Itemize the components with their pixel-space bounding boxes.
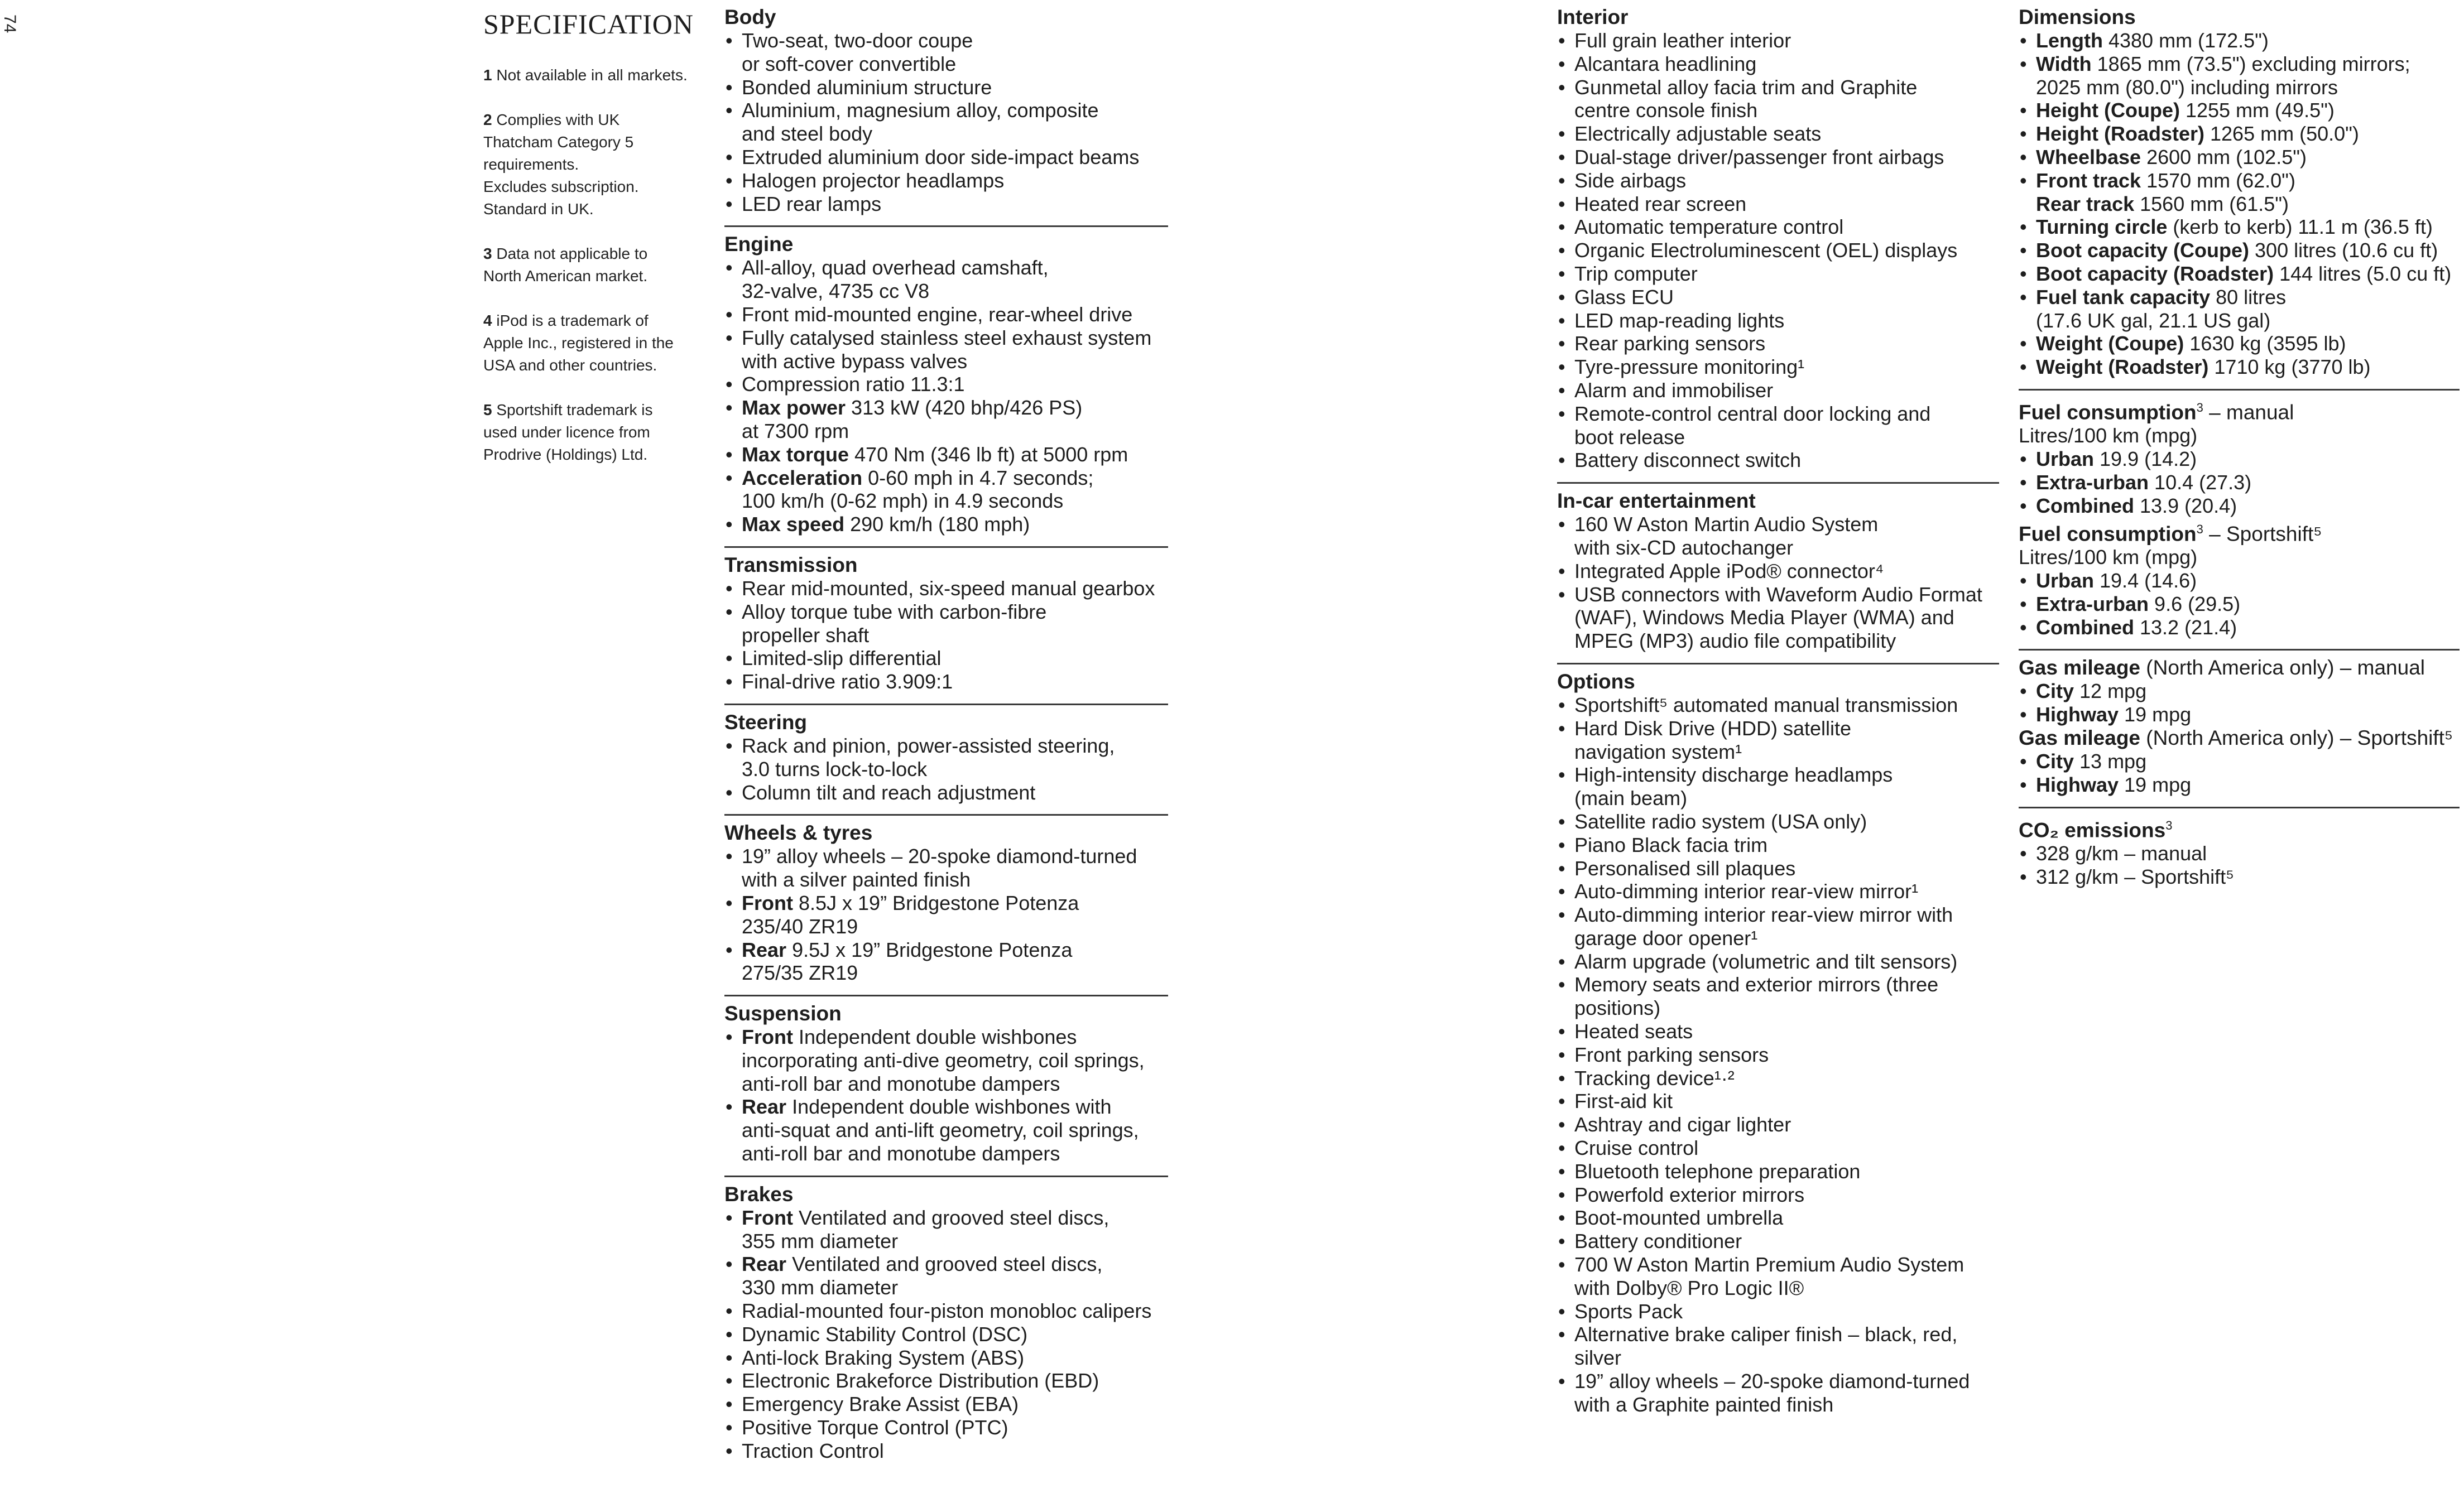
section-title: Brakes bbox=[724, 1182, 794, 1206]
fuel-manual-list bbox=[2019, 447, 2460, 517]
spec-item: • Sports Pack bbox=[1557, 1300, 1999, 1323]
emissions-section bbox=[2019, 807, 2460, 889]
section-title: Dimensions bbox=[2019, 6, 2136, 28]
wheels-tyres-section bbox=[724, 814, 1168, 985]
dimensions-list bbox=[2019, 29, 2460, 379]
spec-list bbox=[724, 845, 1168, 985]
spec-item: • Front 8.5J x 19” Bridgestone Potenza 235/40 ZR19 bbox=[724, 892, 1168, 938]
spec-item: • Width 1865 mm (73.5") excluding mirrors; 2025 mm (80.0") including mirrors bbox=[2019, 52, 2460, 99]
spec-item: • Rack and pinion, power-assisted steering, 3.0 turns lock-to-lock bbox=[724, 734, 1168, 781]
spec-item: • Dual-stage driver/passenger front airbags bbox=[1557, 146, 1999, 169]
spec-list bbox=[1557, 29, 1999, 472]
engine-section bbox=[724, 225, 1168, 536]
gas-mileage-section bbox=[2019, 649, 2460, 796]
spec-item: • Personalised sill plaques bbox=[1557, 857, 1999, 880]
spec-item: • Full grain leather interior bbox=[1557, 29, 1999, 52]
spec-item: • Glass ECU bbox=[1557, 286, 1999, 309]
spec-item: • Wheelbase 2600 mm (102.5") bbox=[2019, 146, 2460, 169]
spec-item: • Combined 13.2 (21.4) bbox=[2019, 616, 2460, 639]
spec-item: • Anti-lock Braking System (ABS) bbox=[724, 1346, 1168, 1370]
section-title: Transmission bbox=[724, 553, 858, 576]
spec-item: • Alcantara headlining bbox=[1557, 52, 1999, 76]
spec-item: • Front mid-mounted engine, rear-wheel drive bbox=[724, 303, 1168, 326]
spec-item: • Front track 1570 mm (62.0") bbox=[2019, 169, 2460, 192]
spec-list bbox=[1557, 513, 1999, 653]
spec-item: • LED map-reading lights bbox=[1557, 309, 1999, 333]
suspension-section bbox=[724, 995, 1168, 1165]
spec-item: • Halogen projector headlamps bbox=[724, 169, 1168, 192]
spec-item: • Column tilt and reach adjustment bbox=[724, 781, 1168, 805]
gas-manual-list bbox=[2019, 680, 2460, 726]
spec-item: • Positive Torque Control (PTC) bbox=[724, 1416, 1168, 1439]
spec-item: • City 12 mpg bbox=[2019, 680, 2460, 703]
fuel-sportshift-list bbox=[2019, 569, 2460, 639]
spec-item: • Integrated Apple iPod® connector⁴ bbox=[1557, 560, 1999, 583]
transmission-section bbox=[724, 546, 1168, 693]
spec-item: • Compression ratio 11.3:1 bbox=[724, 373, 1168, 396]
section-title: Options bbox=[1557, 669, 1635, 693]
spec-item: • Final-drive ratio 3.909:1 bbox=[724, 670, 1168, 693]
spec-item: • Weight (Roadster) 1710 kg (3770 lb) bbox=[2019, 355, 2460, 379]
spec-item: • 312 g/km – Sportshift⁵ bbox=[2019, 865, 2460, 889]
page-title: SPECIFICATION bbox=[483, 8, 694, 40]
spec-item: • Front Independent double wishbones incorporating anti-dive geometry, coil springs, anti-roll bar and monotube dampers bbox=[724, 1025, 1168, 1095]
dimensions-section bbox=[2019, 6, 2460, 379]
section-title: Suspension bbox=[724, 1002, 842, 1025]
spec-item: • Extruded aluminium door side-impact beams bbox=[724, 146, 1168, 169]
spec-item: • High-intensity discharge headlamps (main beam) bbox=[1557, 763, 1999, 810]
spec-item: • Two-seat, two-door coupe or soft-cover convertible bbox=[724, 29, 1168, 76]
section-title: Wheels & tyres bbox=[724, 821, 873, 845]
steering-section bbox=[724, 704, 1168, 804]
spec-item: • Heated seats bbox=[1557, 1020, 1999, 1043]
spec-item: • Tyre-pressure monitoring¹ bbox=[1557, 355, 1999, 379]
gas-manual-title: Gas mileage (North America only) – manual bbox=[2019, 656, 2425, 680]
spec-item: • Extra-urban 10.4 (27.3) bbox=[2019, 471, 2460, 494]
spec-item: • All-alloy, quad overhead camshaft, 32-valve, 4735 cc V8 bbox=[724, 256, 1168, 303]
spec-item: • Emergency Brake Assist (EBA) bbox=[724, 1393, 1168, 1416]
spec-column-3 bbox=[2019, 6, 2460, 889]
spec-item: • Aluminium, magnesium alloy, composite and steel body bbox=[724, 99, 1168, 146]
spec-item: • Alternative brake caliper finish – black, red, silver bbox=[1557, 1323, 1999, 1370]
spec-item: • Heated rear screen bbox=[1557, 192, 1999, 216]
spec-item: • Hard Disk Drive (HDD) satellite navigation system¹ bbox=[1557, 717, 1999, 764]
spec-item: • City 13 mpg bbox=[2019, 750, 2460, 773]
spec-item: • Alarm upgrade (volumetric and tilt sensors) bbox=[1557, 950, 1999, 974]
spec-item: • Organic Electroluminescent (OEL) displays bbox=[1557, 239, 1999, 262]
section-title: Body bbox=[724, 6, 776, 28]
spec-item: • Limited-slip differential bbox=[724, 647, 1168, 670]
spec-item: • Trip computer bbox=[1557, 262, 1999, 286]
spec-item: Rear track 1560 mm (61.5") bbox=[2036, 192, 2289, 215]
spec-item: • Automatic temperature control bbox=[1557, 215, 1999, 239]
spec-item: • Rear 9.5J x 19” Bridgestone Potenza 275/35 ZR19 bbox=[724, 938, 1168, 985]
footnote: 2 Complies with UK Thatcham Category 5 requirements. Excludes subscription. Standard in UK. bbox=[483, 111, 639, 218]
footnote: 1 Not available in all markets. bbox=[483, 66, 688, 84]
spec-list bbox=[724, 577, 1168, 693]
spec-item: • Ashtray and cigar lighter bbox=[1557, 1113, 1999, 1136]
spec-item: • USB connectors with Waveform Audio Format (WAF), Windows Media Player (WMA) and MPEG (MP3) audio file compatibility bbox=[1557, 583, 1999, 653]
emissions-list bbox=[2019, 842, 2460, 889]
spec-list bbox=[724, 29, 1168, 215]
brakes-section bbox=[724, 1176, 1168, 1463]
spec-item: • Rear parking sensors bbox=[1557, 332, 1999, 355]
spec-list bbox=[724, 1206, 1168, 1463]
spec-item: • Front Ventilated and grooved steel discs, 355 mm diameter bbox=[724, 1206, 1168, 1253]
spec-item: • LED rear lamps bbox=[724, 192, 1168, 216]
spec-item: • Extra-urban 9.6 (29.5) bbox=[2019, 593, 2460, 616]
fuel-sportshift-units: Litres/100 km (mpg) bbox=[2019, 546, 2198, 569]
fuel-consumption-section bbox=[2019, 389, 2460, 639]
spec-item: • Height (Coupe) 1255 mm (49.5") bbox=[2019, 99, 2460, 122]
spec-item: • Alloy torque tube with carbon-fibre propeller shaft bbox=[724, 600, 1168, 647]
section-title: Engine bbox=[724, 233, 794, 256]
spec-item: • Bonded aluminium structure bbox=[724, 76, 1168, 99]
spec-item: • Weight (Coupe) 1630 kg (3595 lb) bbox=[2019, 332, 2460, 355]
spec-item: • Highway 19 mpg bbox=[2019, 703, 2460, 726]
spec-item: • Combined 13.9 (20.4) bbox=[2019, 494, 2460, 518]
spec-item: • Gunmetal alloy facia trim and Graphite centre console finish bbox=[1557, 76, 1999, 123]
spec-item: • Rear Ventilated and grooved steel discs, 330 mm diameter bbox=[724, 1253, 1168, 1299]
page-number: 74 bbox=[1, 15, 19, 33]
interior-section bbox=[1557, 6, 1999, 472]
fuel-manual-units: Litres/100 km (mpg) bbox=[2019, 424, 2198, 447]
spec-item: • Radial-mounted four-piston monobloc calipers bbox=[724, 1299, 1168, 1323]
spec-item: • Dynamic Stability Control (DSC) bbox=[724, 1323, 1168, 1346]
spec-item: • Alarm and immobiliser bbox=[1557, 379, 1999, 402]
spec-item: • Memory seats and exterior mirrors (three positions) bbox=[1557, 973, 1999, 1020]
spec-item: • Bluetooth telephone preparation bbox=[1557, 1160, 1999, 1183]
spec-item: • Piano Black facia trim bbox=[1557, 834, 1999, 857]
spec-item: • Electronic Brakeforce Distribution (EBD) bbox=[724, 1369, 1168, 1393]
footnotes bbox=[483, 64, 695, 488]
spec-item: • Auto-dimming interior rear-view mirror¹ bbox=[1557, 880, 1999, 903]
body-section bbox=[724, 6, 1168, 215]
spec-item: • Satellite radio system (USA only) bbox=[1557, 810, 1999, 834]
spec-item: • Boot capacity (Roadster) 144 litres (5.0 cu ft) bbox=[2019, 262, 2460, 286]
spec-item: • Sportshift⁵ automated manual transmission bbox=[1557, 693, 1999, 717]
spec-item: • Max torque 470 Nm (346 lb ft) at 5000 rpm bbox=[724, 443, 1168, 466]
spec-column-2 bbox=[1557, 6, 1999, 1417]
in-car-entertainment-section bbox=[1557, 482, 1999, 653]
footnote: 3 Data not applicable to North American market. bbox=[483, 245, 648, 285]
options-section bbox=[1557, 663, 1999, 1417]
spec-item: • 19” alloy wheels – 20-spoke diamond-turned with a silver painted finish bbox=[724, 845, 1168, 892]
spec-item: • Highway 19 mpg bbox=[2019, 773, 2460, 797]
fuel-manual-title: Fuel consumption$^3$ – manual bbox=[2019, 400, 2294, 424]
emissions-title: CO₂ emissions$^3$ bbox=[2019, 818, 2173, 841]
spec-item: • Traction Control bbox=[724, 1439, 1168, 1463]
spec-item: • Boot-mounted umbrella bbox=[1557, 1206, 1999, 1230]
spec-item: • Max speed 290 km/h (180 mph) bbox=[724, 513, 1168, 536]
spec-item: • Urban 19.9 (14.2) bbox=[2019, 447, 2460, 471]
spec-item: • Acceleration 0-60 mph in 4.7 seconds; 100 km/h (0-62 mph) in 4.9 seconds bbox=[724, 466, 1168, 513]
spec-item: • Length 4380 mm (172.5") bbox=[2019, 29, 2460, 52]
fuel-sportshift-title: Fuel consumption$^3$ – Sportshift⁵ bbox=[2019, 522, 2322, 545]
footnote: 5 Sportshift trademark is used under licence from Prodrive (Holdings) Ltd. bbox=[483, 401, 653, 463]
spec-item: • First-aid kit bbox=[1557, 1090, 1999, 1113]
spec-item: • Battery disconnect switch bbox=[1557, 449, 1999, 472]
spec-item: • 19” alloy wheels – 20-spoke diamond-turned with a Graphite painted finish bbox=[1557, 1370, 1999, 1417]
spec-item: • Rear mid-mounted, six-speed manual gearbox bbox=[724, 577, 1168, 600]
spec-item: • Electrically adjustable seats bbox=[1557, 122, 1999, 146]
spec-item: • Fuel tank capacity 80 litres (17.6 UK gal, 21.1 US gal) bbox=[2019, 286, 2460, 333]
spec-item: • Cruise control bbox=[1557, 1136, 1999, 1160]
spec-list bbox=[1557, 693, 1999, 1417]
spec-item: • 700 W Aston Martin Premium Audio System with Dolby® Pro Logic II® bbox=[1557, 1253, 1999, 1300]
spec-item: • Height (Roadster) 1265 mm (50.0") bbox=[2019, 122, 2460, 146]
spec-item: • Tracking device¹·² bbox=[1557, 1067, 1999, 1090]
spec-item: • Powerfold exterior mirrors bbox=[1557, 1183, 1999, 1207]
gas-sportshift-list bbox=[2019, 750, 2460, 797]
footnote: 4 iPod is a trademark of Apple Inc., registered in the USA and other countries. bbox=[483, 312, 674, 374]
spec-list bbox=[724, 1025, 1168, 1165]
spec-item: • Rear Independent double wishbones with anti-squat and anti-lift geometry, coil springs, anti-roll bar and monotube dampers bbox=[724, 1095, 1168, 1165]
spec-item: • Auto-dimming interior rear-view mirror with garage door opener¹ bbox=[1557, 903, 1999, 950]
spec-item: • Turning circle (kerb to kerb) 11.1 m (36.5 ft) bbox=[2019, 215, 2460, 239]
spec-item: • Fully catalysed stainless steel exhaust system with active bypass valves bbox=[724, 326, 1168, 373]
spec-item: • Boot capacity (Coupe) 300 litres (10.6 cu ft) bbox=[2019, 239, 2460, 262]
spec-list bbox=[724, 734, 1168, 804]
spec-item: • Remote-control central door locking and boot release bbox=[1557, 402, 1999, 449]
spec-item: • Max power 313 kW (420 bhp/426 PS) at 7300 rpm bbox=[724, 396, 1168, 443]
section-title: In-car entertainment bbox=[1557, 489, 1756, 513]
spec-item: • Urban 19.4 (14.6) bbox=[2019, 569, 2460, 593]
spec-list bbox=[724, 256, 1168, 536]
gas-sportshift-title: Gas mileage (North America only) – Sportshift⁵ bbox=[2019, 726, 2453, 749]
spec-item: • 160 W Aston Martin Audio System with six-CD autochanger bbox=[1557, 513, 1999, 560]
spec-column-1 bbox=[724, 6, 1168, 1463]
spec-item: • Battery conditioner bbox=[1557, 1230, 1999, 1253]
section-title: Interior bbox=[1557, 6, 1629, 28]
section-title: Steering bbox=[724, 710, 808, 734]
spec-item: • Front parking sensors bbox=[1557, 1043, 1999, 1067]
spec-item: • 328 g/km – manual bbox=[2019, 842, 2460, 865]
spec-item: • Side airbags bbox=[1557, 169, 1999, 192]
